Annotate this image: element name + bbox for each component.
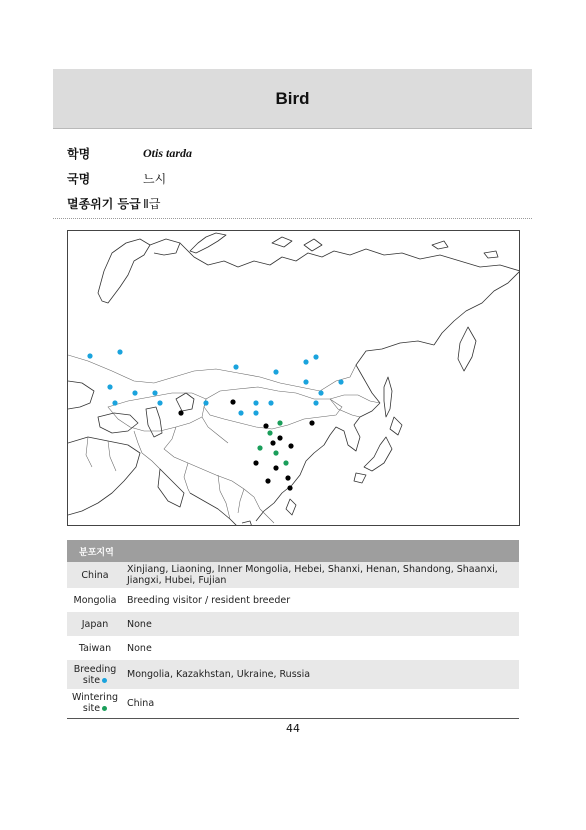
detail-cell: None: [123, 612, 519, 636]
map-svg: [68, 231, 520, 526]
page-title: Bird: [275, 88, 310, 108]
breeding-site-dot: [268, 400, 273, 405]
dotted-separator: [53, 218, 532, 219]
table-row: [67, 689, 519, 718]
table-row: [67, 612, 519, 636]
scientific-name-row: [67, 145, 192, 162]
region-cell: [67, 689, 123, 718]
detail-cell: China: [123, 689, 519, 718]
wintering-site-dot: [267, 430, 272, 435]
wintering-dot-icon: [102, 706, 107, 711]
distribution-header: 분포지역: [67, 540, 519, 562]
other-site-dot: [253, 460, 258, 465]
breeding-site-dot: [112, 400, 117, 405]
korean-name-value: 느시: [143, 172, 167, 186]
korean-name-row: [67, 170, 166, 187]
breeding-site-dot: [132, 390, 137, 395]
title-banner: [53, 69, 532, 129]
wintering-site-dot: [257, 445, 262, 450]
breeding-site-dot: [253, 400, 258, 405]
other-site-dot: [285, 475, 290, 480]
other-site-dot: [287, 485, 292, 490]
region-line: site: [82, 674, 101, 686]
region-cell: Japan: [67, 612, 123, 636]
breeding-site-dot: [318, 390, 323, 395]
breeding-dot-icon: [102, 678, 107, 683]
other-site-dot: [178, 410, 183, 415]
wintering-site-dot: [277, 420, 282, 425]
other-site-dot: [230, 399, 235, 404]
wintering-site-dot: [273, 450, 278, 455]
region-cell: Taiwan: [78, 642, 112, 654]
breeding-site-dot: [157, 400, 162, 405]
other-site-dot: [277, 435, 282, 440]
breeding-site-dot: [233, 364, 238, 369]
table-row: [67, 588, 519, 612]
breeding-site-dot: [313, 354, 318, 359]
region-cell: Mongolia: [73, 594, 117, 606]
breeding-site-dot: [273, 369, 278, 374]
region-line: Breeding: [73, 663, 117, 675]
page-number: 44: [286, 722, 300, 735]
breeding-site-dot: [107, 384, 112, 389]
detail-cell: Mongolia, Kazakhstan, Ukraine, Russia: [123, 660, 519, 689]
scientific-name-value: Otis tarda: [143, 146, 193, 160]
grade-value: Ⅱ급: [143, 197, 161, 211]
wintering-site-dot: [283, 460, 288, 465]
other-site-dot: [270, 440, 275, 445]
table-row: [67, 660, 519, 689]
detail-cell: Breeding visitor / resident breeder: [127, 594, 291, 606]
breeding-site-dot: [117, 349, 122, 354]
other-site-dot: [273, 465, 278, 470]
other-site-dot: [288, 443, 293, 448]
breeding-site-dot: [87, 353, 92, 358]
breeding-site-dot: [338, 379, 343, 384]
distribution-dots: [87, 349, 343, 490]
breeding-site-dot: [313, 400, 318, 405]
detail-cell: None: [127, 642, 152, 654]
breeding-site-dot: [203, 400, 208, 405]
grade-label: 멸종위기 등급: [67, 197, 141, 211]
korean-name-label: 국명: [67, 172, 91, 186]
region-line: Wintering: [71, 692, 118, 704]
breeding-site-dot: [152, 390, 157, 395]
detail-cell: Xinjiang, Liaoning, Inner Mongolia, Hebei, Shanxi, Henan, Shandong, Shaanxi, Jiangxi, Hubei, Fujian: [123, 562, 519, 588]
scientific-name-label: 학명: [67, 147, 91, 161]
other-site-dot: [265, 478, 270, 483]
breeding-site-dot: [253, 410, 258, 415]
breeding-site-dot: [238, 410, 243, 415]
breeding-site-dot: [303, 379, 308, 384]
region-cell: China: [67, 562, 123, 588]
distribution-table: [67, 540, 519, 719]
borders: [68, 355, 380, 523]
region-line: site: [82, 703, 101, 715]
table-row: [67, 562, 519, 588]
other-site-dot: [309, 420, 314, 425]
coastlines: [68, 233, 520, 526]
table-row: [67, 636, 519, 660]
region-cell: [67, 660, 123, 689]
grade-row: [67, 195, 161, 212]
other-site-dot: [263, 423, 268, 428]
breeding-site-dot: [303, 359, 308, 364]
distribution-map: [67, 230, 520, 526]
